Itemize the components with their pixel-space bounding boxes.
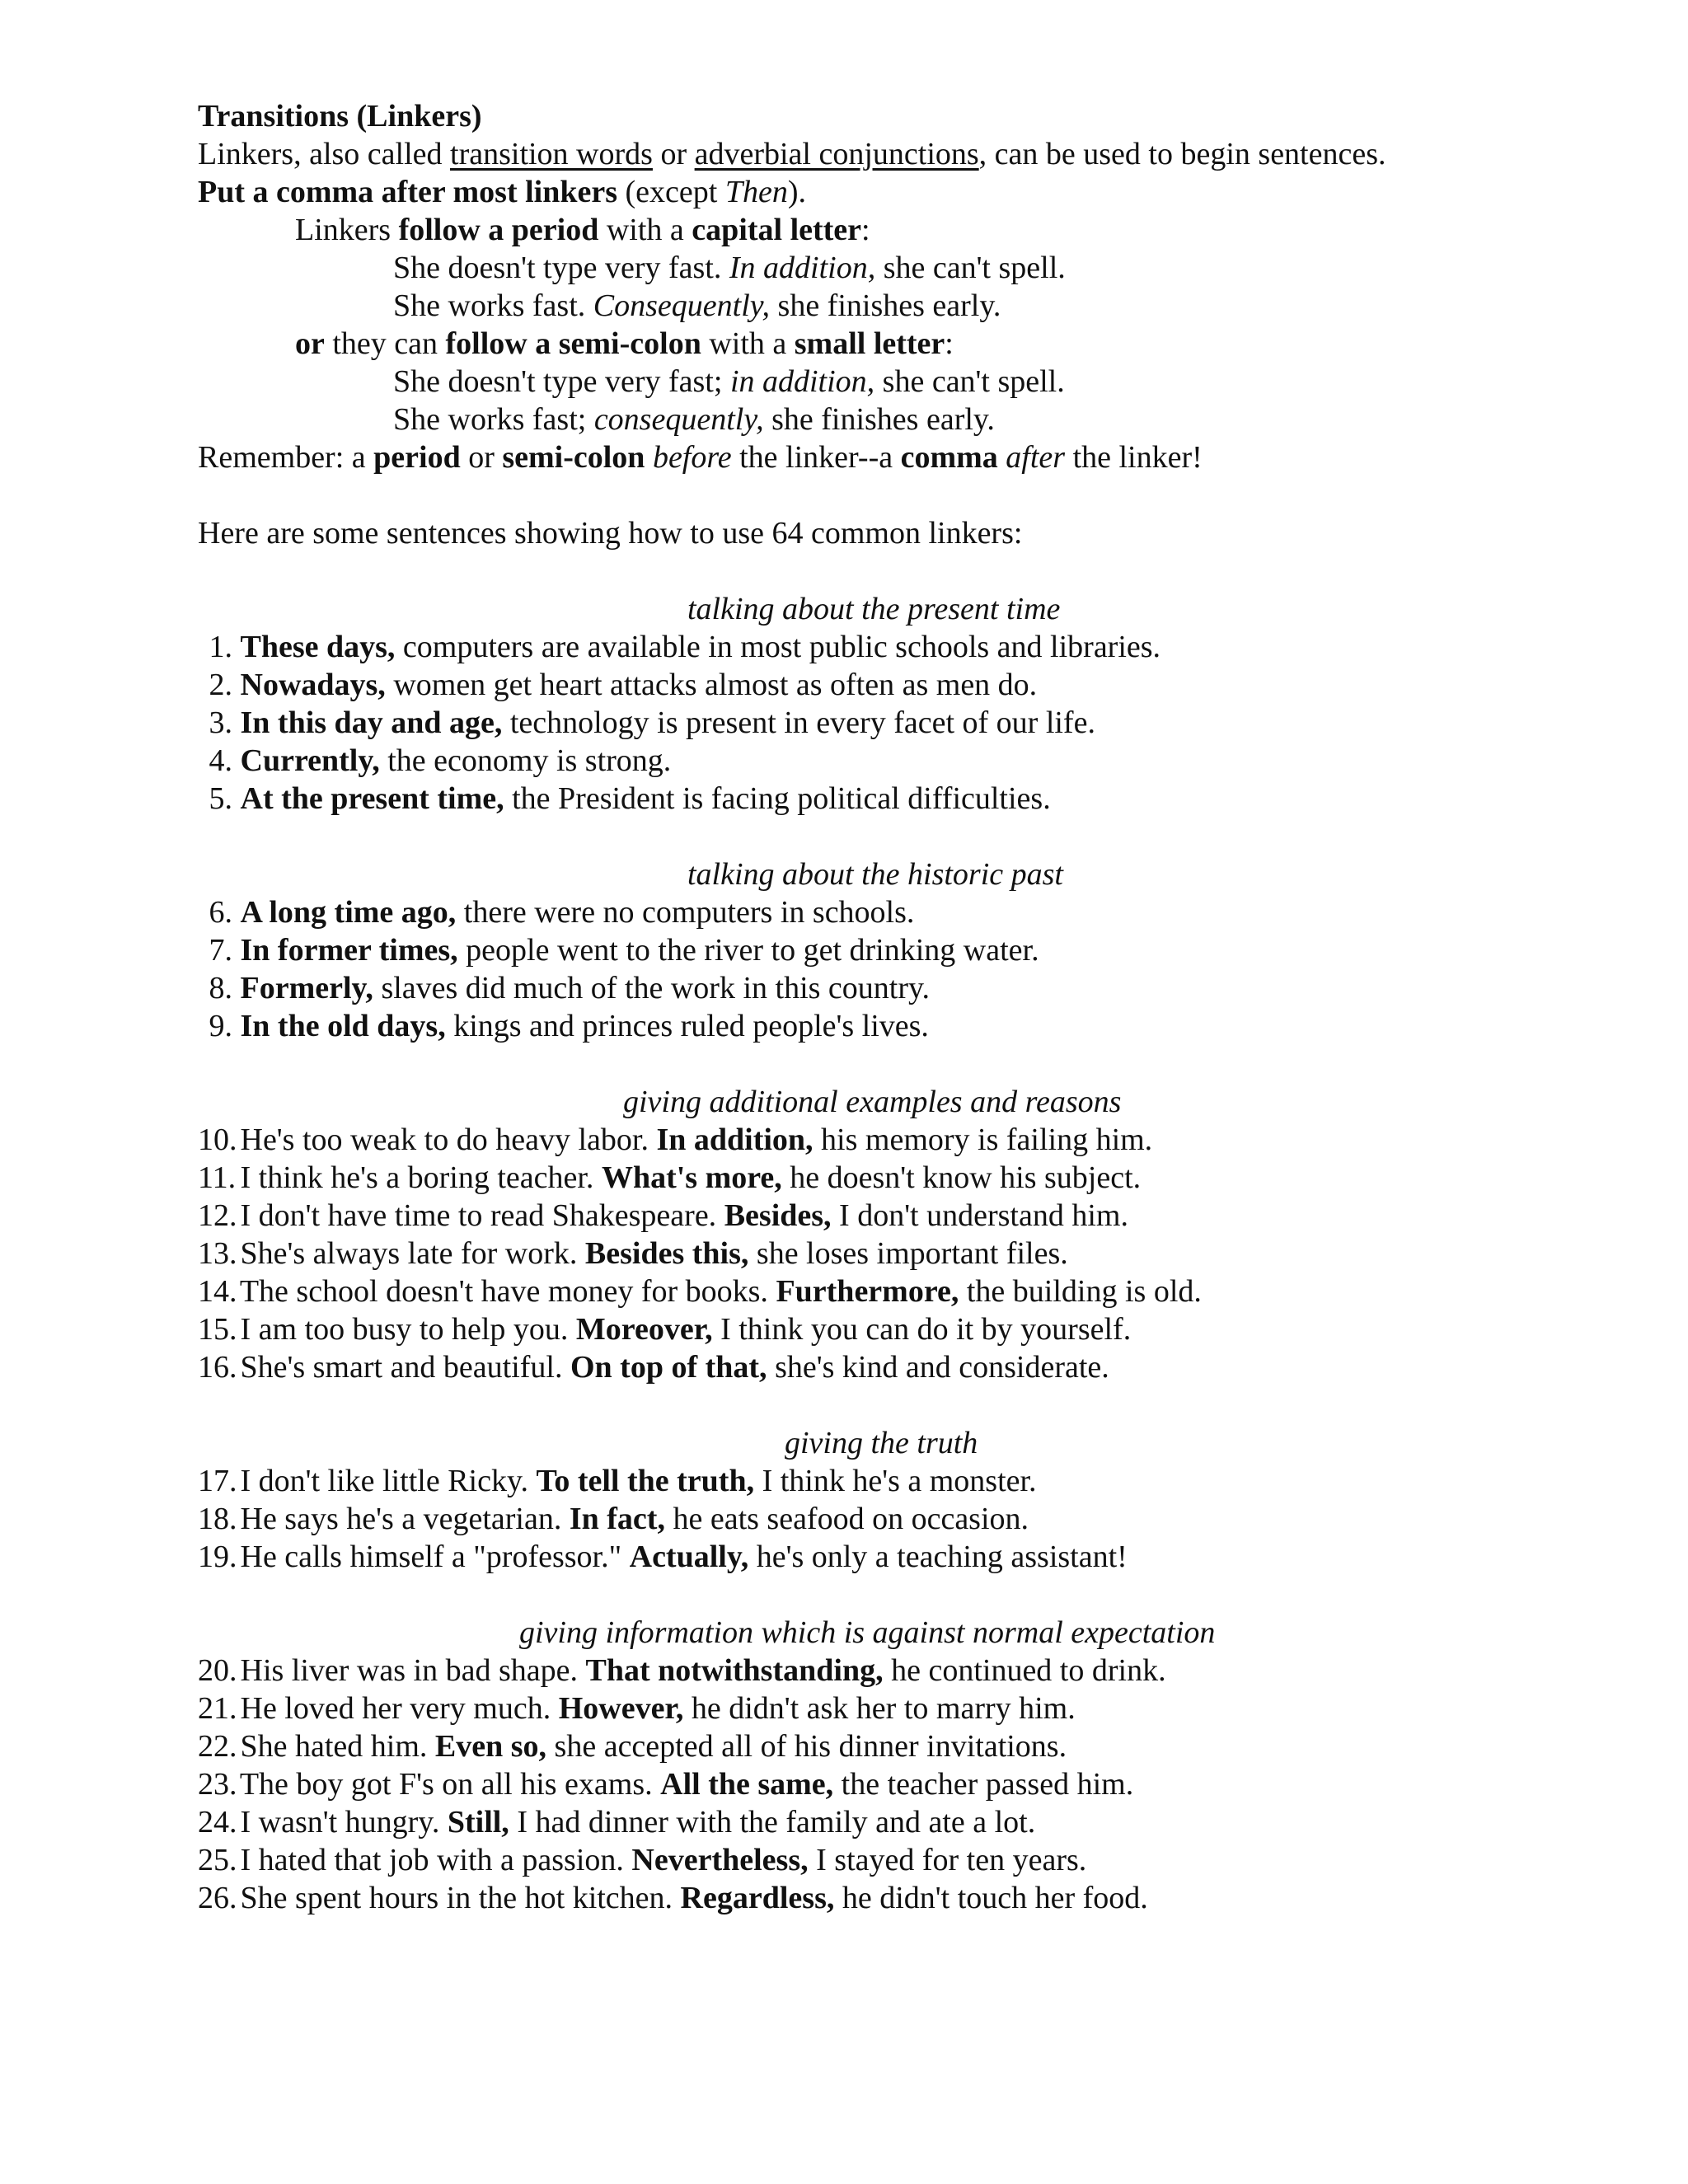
intro-text xyxy=(998,440,1006,475)
item-pre: She hated him. xyxy=(240,1729,435,1764)
example-text: she finishes early. xyxy=(770,288,1001,323)
list-item xyxy=(198,742,671,780)
item-post: there were no computers in schools. xyxy=(456,895,915,930)
item-post: the President is facing political difficulties. xyxy=(504,781,1051,816)
intro-line-3 xyxy=(295,211,870,249)
list-item xyxy=(198,1197,1128,1235)
item-linker: Besides this, xyxy=(584,1236,749,1271)
item-linker: In former times, xyxy=(240,933,458,968)
item-linker: What's more, xyxy=(601,1160,782,1195)
item-linker: Still, xyxy=(447,1805,509,1840)
example-linker: in addition, xyxy=(729,364,875,399)
rule-emphasis: follow a semi-colon xyxy=(445,326,701,361)
rule-emphasis: period xyxy=(373,440,461,475)
intro-line-2 xyxy=(198,173,806,211)
rule-emphasis: follow a period xyxy=(398,213,599,247)
intro-line-1 xyxy=(198,135,1386,173)
item-post: slaves did much of the work in this country. xyxy=(373,971,931,1005)
item-number: 7. xyxy=(209,933,232,968)
example-text: She works fast. xyxy=(393,288,593,323)
item-post: computers are available in most public schools and libraries. xyxy=(395,630,1161,664)
item-pre: I don't like little Ricky. xyxy=(240,1464,537,1498)
item-number: 18. xyxy=(198,1502,237,1536)
list-item xyxy=(198,628,1160,666)
item-number: 13. xyxy=(198,1236,237,1271)
item-linker: However, xyxy=(558,1691,684,1726)
item-linker: A long time ago, xyxy=(240,895,457,930)
item-linker: On top of that, xyxy=(570,1350,767,1385)
item-linker: Furthermore, xyxy=(776,1274,959,1309)
item-number: 8. xyxy=(209,971,232,1005)
item-number: 10. xyxy=(198,1122,237,1157)
item-post: I had dinner with the family and ate a lot. xyxy=(509,1805,1036,1840)
example-text: she can't spell. xyxy=(875,251,1066,285)
intro-text: they can xyxy=(324,326,446,361)
example-2 xyxy=(393,287,1001,325)
intro-line-4 xyxy=(295,325,954,363)
list-item xyxy=(198,1235,1068,1272)
intro-text: : xyxy=(945,326,954,361)
example-text: She doesn't type very fast; xyxy=(393,364,730,399)
item-post: I don't understand him. xyxy=(831,1198,1128,1233)
intro-text: Remember: a xyxy=(198,440,374,475)
item-pre: He loved her very much. xyxy=(240,1691,559,1726)
rule-italic: before xyxy=(652,440,732,475)
item-linker: In the old days, xyxy=(240,1009,446,1043)
item-pre: The boy got F's on all his exams. xyxy=(239,1767,661,1802)
intro-text: with a xyxy=(701,326,795,361)
intro-text: or xyxy=(460,440,503,475)
term-adverbial-conjunctions: adverbial conjunctions xyxy=(694,137,979,171)
item-pre: He says he's a vegetarian. xyxy=(240,1502,570,1536)
item-linker: In fact, xyxy=(569,1502,665,1536)
item-number: 19. xyxy=(198,1540,237,1574)
list-item xyxy=(198,1727,1067,1765)
item-pre: She's smart and beautiful. xyxy=(240,1350,570,1385)
section-heading: giving the truth xyxy=(785,1426,978,1460)
list-item xyxy=(198,1272,1202,1310)
rule-text: Put a comma after most linkers xyxy=(198,175,618,209)
item-linker: Nevertheless, xyxy=(631,1843,809,1877)
list-item xyxy=(198,1310,1131,1348)
item-pre: His liver was in bad shape. xyxy=(240,1653,586,1688)
section-heading: talking about the historic past xyxy=(687,857,1063,892)
example-linker: consequently, xyxy=(593,402,764,437)
item-number: 23. xyxy=(198,1767,237,1802)
item-post: kings and princes ruled people's lives. xyxy=(445,1009,929,1043)
item-linker: Formerly, xyxy=(240,971,373,1005)
item-pre: I hated that job with a passion. xyxy=(240,1843,632,1877)
rule-emphasis: comma xyxy=(900,440,998,475)
item-number: 14. xyxy=(198,1274,237,1309)
item-post: he didn't touch her food. xyxy=(834,1881,1148,1915)
rule-emphasis: or xyxy=(295,326,325,361)
intro-text: Linkers, also called xyxy=(198,137,451,171)
exception-word: Then xyxy=(724,175,788,209)
item-number: 11. xyxy=(198,1160,237,1195)
example-4 xyxy=(393,401,995,438)
item-number: 2. xyxy=(209,668,232,702)
example-text: she finishes early. xyxy=(763,402,995,437)
item-post: I think you can do it by yourself. xyxy=(712,1312,1132,1347)
item-post: the teacher passed him. xyxy=(833,1767,1134,1802)
item-linker: Moreover, xyxy=(575,1312,713,1347)
rule-emphasis: small letter xyxy=(794,326,945,361)
list-item xyxy=(198,780,1051,818)
item-linker: That notwithstanding, xyxy=(585,1653,884,1688)
item-linker: To tell the truth, xyxy=(536,1464,755,1498)
item-post: he doesn't know his subject. xyxy=(781,1160,1142,1195)
document-title: Transitions (Linkers) xyxy=(198,99,482,134)
list-item xyxy=(198,1841,1086,1879)
item-pre: I think he's a boring teacher. xyxy=(240,1160,602,1195)
item-pre: I am too busy to help you. xyxy=(240,1312,576,1347)
example-text: She doesn't type very fast. xyxy=(393,251,729,285)
item-pre: He calls himself a "professor." xyxy=(240,1540,630,1574)
item-linker: Even so, xyxy=(434,1729,547,1764)
list-item xyxy=(198,1348,1109,1386)
rule-emphasis: capital letter xyxy=(692,213,862,247)
example-1 xyxy=(393,249,1066,287)
item-number: 6. xyxy=(209,895,232,930)
item-pre: She's always late for work. xyxy=(240,1236,585,1271)
item-post: I stayed for ten years. xyxy=(808,1843,1087,1877)
item-post: she's kind and considerate. xyxy=(767,1350,1109,1385)
list-item xyxy=(198,1652,1166,1690)
list-item xyxy=(198,1765,1133,1803)
item-post: she accepted all of his dinner invitations. xyxy=(546,1729,1067,1764)
item-number: 4. xyxy=(209,743,232,778)
item-number: 5. xyxy=(209,781,232,816)
list-item xyxy=(198,931,1039,969)
lead-sentence: Here are some sentences showing how to use 64 common linkers: xyxy=(198,516,1023,551)
item-number: 15. xyxy=(198,1312,237,1347)
list-item xyxy=(198,1500,1029,1538)
example-text: She works fast; xyxy=(393,402,594,437)
example-text: she can't spell. xyxy=(874,364,1065,399)
item-linker: Nowadays, xyxy=(240,668,386,702)
intro-text: Linkers xyxy=(295,213,399,247)
rule-emphasis: semi-colon xyxy=(502,440,645,475)
intro-text: the linker--a xyxy=(731,440,901,475)
list-item xyxy=(198,1538,1128,1576)
list-item xyxy=(198,1690,1076,1727)
example-linker: Consequently, xyxy=(593,288,771,323)
list-item xyxy=(198,969,930,1007)
item-post: the economy is strong. xyxy=(379,743,672,778)
item-post: she loses important files. xyxy=(748,1236,1068,1271)
intro-text: or xyxy=(652,137,695,171)
intro-text: : xyxy=(861,213,870,247)
term-transition-words: transition words xyxy=(450,137,653,171)
item-linker: In this day and age, xyxy=(240,705,503,740)
item-number: 21. xyxy=(198,1691,237,1726)
item-number: 26. xyxy=(198,1881,237,1915)
list-item xyxy=(198,666,1037,704)
remember-line xyxy=(198,438,1203,476)
section-heading: giving information which is against normal expectation xyxy=(519,1615,1216,1650)
item-linker: Regardless, xyxy=(680,1881,835,1915)
item-post: the building is old. xyxy=(959,1274,1202,1309)
item-pre: I don't have time to read Shakespeare. xyxy=(240,1198,724,1233)
intro-text: (except xyxy=(617,175,725,209)
item-linker: Besides, xyxy=(724,1198,832,1233)
intro-text xyxy=(645,440,653,475)
item-linker: At the present time, xyxy=(240,781,504,816)
item-post: he didn't ask her to marry him. xyxy=(683,1691,1076,1726)
item-post: technology is present in every facet of our life. xyxy=(502,705,1095,740)
item-post: women get heart attacks almost as often as men do. xyxy=(385,668,1038,702)
item-pre: She spent hours in the hot kitchen. xyxy=(240,1881,681,1915)
item-linker: All the same, xyxy=(660,1767,834,1802)
item-number: 16. xyxy=(198,1350,237,1385)
list-item xyxy=(198,1007,929,1045)
item-number: 12. xyxy=(198,1198,237,1233)
rule-italic: after xyxy=(1006,440,1066,475)
item-post: his memory is failing him. xyxy=(813,1122,1153,1157)
intro-text: the linker! xyxy=(1065,440,1203,475)
item-post: I think he's a monster. xyxy=(754,1464,1037,1498)
list-item xyxy=(198,1159,1141,1197)
list-item xyxy=(198,1879,1148,1917)
item-linker: In addition, xyxy=(656,1122,814,1157)
item-linker: Currently, xyxy=(240,743,380,778)
list-item xyxy=(198,1121,1152,1159)
item-post: people went to the river to get drinking water. xyxy=(457,933,1039,968)
item-number: 25. xyxy=(198,1843,237,1877)
item-number: 20. xyxy=(198,1653,237,1688)
intro-text: ). xyxy=(787,175,806,209)
item-linker: These days, xyxy=(240,630,396,664)
list-item xyxy=(198,1462,1037,1500)
item-pre: The school doesn't have money for books. xyxy=(239,1274,776,1309)
item-post: he continued to drink. xyxy=(883,1653,1166,1688)
list-item xyxy=(198,1803,1035,1841)
list-item xyxy=(198,704,1095,742)
item-pre: He's too weak to do heavy labor. xyxy=(240,1122,657,1157)
item-post: he eats seafood on occasion. xyxy=(664,1502,1029,1536)
example-linker: In addition, xyxy=(729,251,876,285)
item-number: 3. xyxy=(209,705,232,740)
section-heading: talking about the present time xyxy=(687,592,1061,626)
section-heading: giving additional examples and reasons xyxy=(623,1085,1122,1119)
list-item xyxy=(198,893,914,931)
example-3 xyxy=(393,363,1065,401)
item-pre: I wasn't hungry. xyxy=(240,1805,448,1840)
item-number: 9. xyxy=(209,1009,232,1043)
intro-text: with a xyxy=(598,213,692,247)
item-post: he's only a teaching assistant! xyxy=(748,1540,1128,1574)
intro-text: , can be used to begin sentences. xyxy=(978,137,1386,171)
item-linker: Actually, xyxy=(629,1540,749,1574)
item-number: 1. xyxy=(209,630,232,664)
item-number: 24. xyxy=(198,1805,237,1840)
item-number: 17. xyxy=(198,1464,237,1498)
item-number: 22. xyxy=(198,1729,237,1764)
